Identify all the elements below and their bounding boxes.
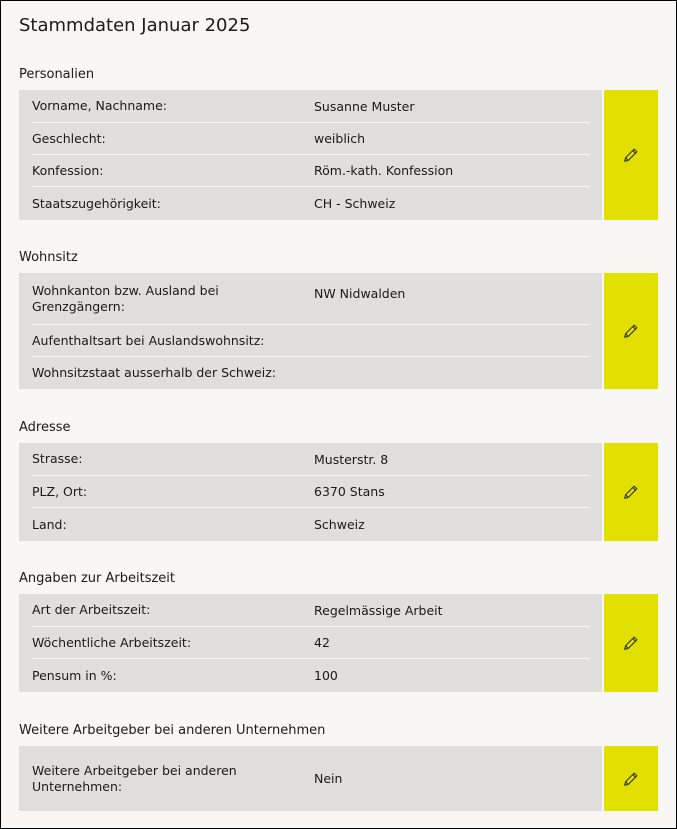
edit-adresse-button[interactable] (604, 443, 658, 541)
field-value: Susanne Muster (314, 98, 415, 114)
table-row (32, 746, 590, 811)
field-label: Strasse: (32, 451, 83, 466)
field-value: CH - Schweiz (314, 196, 396, 211)
field-value: Regelmässige Arbeit (314, 602, 443, 618)
field-value: Nein (314, 771, 343, 786)
field-value: weiblich (314, 131, 366, 146)
table-row (32, 187, 590, 220)
table-row (32, 325, 590, 357)
field-label: Geschlecht: (32, 130, 106, 146)
card-personalien (19, 90, 602, 220)
edit-weitere-arbeitgeber-button[interactable] (604, 746, 658, 811)
table-row (32, 508, 590, 541)
card-arbeitszeit (19, 594, 602, 692)
section-title-arbeitszeit: Angaben zur Arbeitszeit (19, 571, 176, 586)
page-title: Stammdaten Januar 2025 (19, 15, 251, 36)
field-label: Konfession: (32, 162, 104, 178)
field-label: Pensum in %: (32, 667, 117, 683)
field-label: Wöchentliche Arbeitszeit: (32, 634, 192, 650)
pencil-icon (622, 483, 640, 501)
field-value: 6370 Stans (314, 484, 385, 499)
card-wohnsitz (19, 273, 602, 389)
section-title-personalien: Personalien (19, 67, 95, 82)
field-label: Staatszugehörigkeit: (32, 195, 161, 211)
edit-arbeitszeit-button[interactable] (604, 594, 658, 692)
pencil-icon (622, 146, 640, 164)
pencil-icon (622, 770, 640, 788)
table-row (32, 155, 590, 187)
table-row (32, 659, 590, 692)
field-label: Wohnkanton bzw. Ausland bei Grenzgängern: (32, 282, 219, 314)
edit-personalien-button[interactable] (604, 90, 658, 220)
field-label: Art der Arbeitszeit: (32, 602, 151, 617)
field-value: Schweiz (314, 517, 365, 532)
field-value: 42 (314, 635, 330, 650)
table-row (32, 357, 590, 389)
field-label: Wohnsitzstaat ausserhalb der Schweiz: (32, 365, 276, 380)
table-row (32, 594, 590, 627)
table-row (32, 273, 590, 325)
card-adresse (19, 443, 602, 541)
section-title-weitere-arbeitgeber: Weitere Arbeitgeber bei anderen Unternehmen (19, 723, 326, 738)
field-label: PLZ, Ort: (32, 483, 88, 499)
section-title-wohnsitz: Wohnsitz (19, 250, 78, 265)
pencil-icon (622, 322, 640, 340)
field-label: Aufenthaltsart bei Auslandswohnsitz: (32, 332, 265, 348)
field-label: Weitere Arbeitgeber bei anderen Unternehmen: (32, 762, 237, 794)
field-value: NW Nidwalden (314, 286, 406, 301)
card-weitere-arbeitgeber (19, 746, 602, 811)
field-value: Röm.-kath. Konfession (314, 163, 454, 178)
table-row (32, 123, 590, 155)
field-value: Musterstr. 8 (314, 451, 389, 467)
field-label: Land: (32, 516, 67, 532)
edit-wohnsitz-button[interactable] (604, 273, 658, 389)
section-title-adresse: Adresse (19, 420, 71, 435)
pencil-icon (622, 634, 640, 652)
table-row (32, 90, 590, 123)
table-row (32, 476, 590, 508)
table-row (32, 443, 590, 476)
field-value: 100 (314, 668, 338, 683)
field-label: Vorname, Nachname: (32, 98, 168, 113)
table-row (32, 627, 590, 659)
